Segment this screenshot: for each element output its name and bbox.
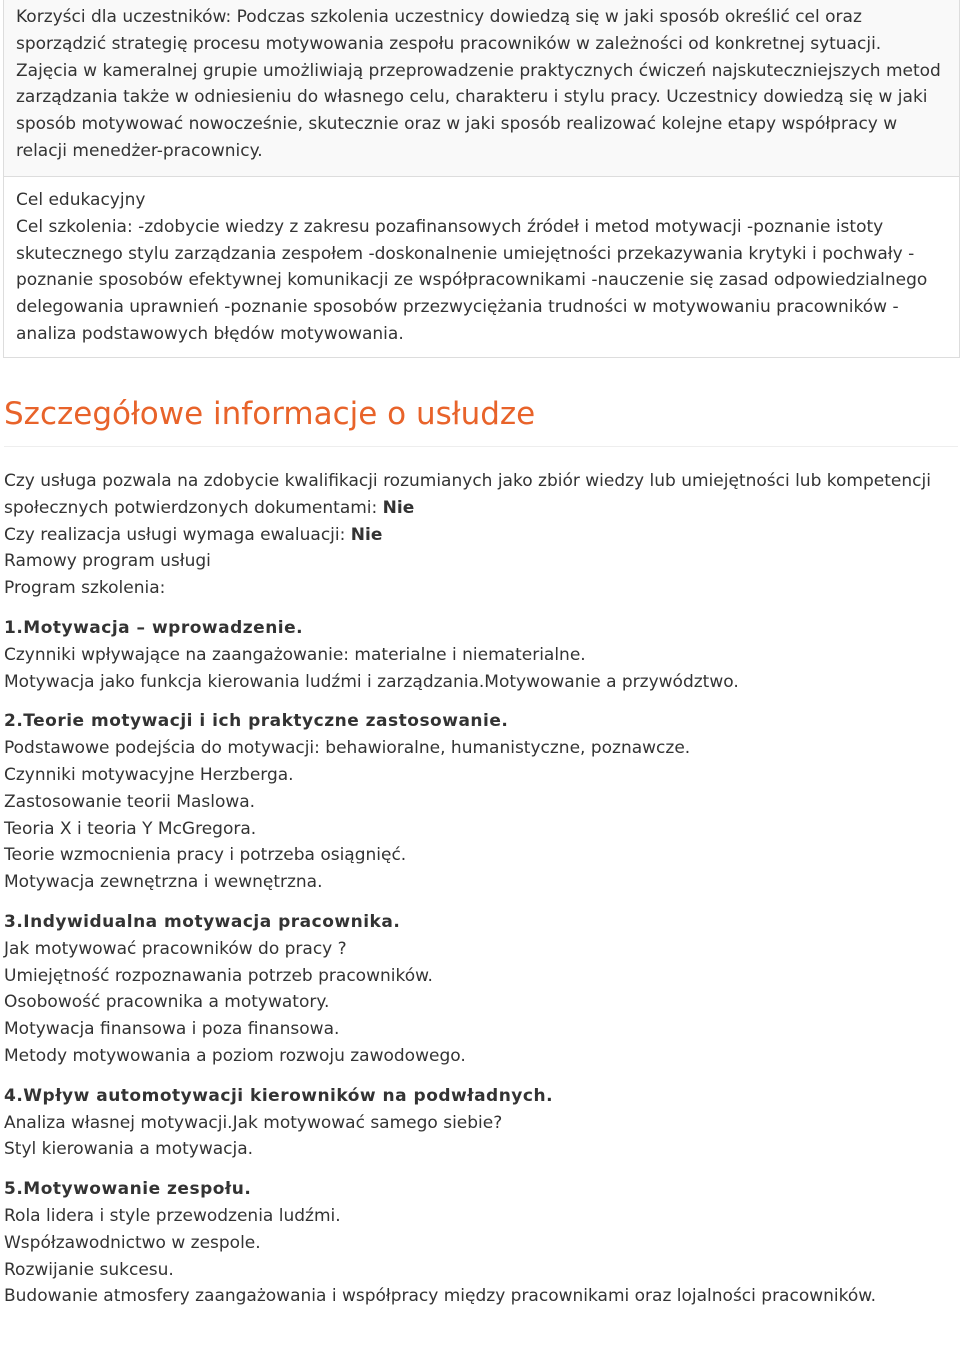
education-goal-heading: Cel edukacyjny — [16, 190, 146, 210]
module-line: Osobowość pracownika a motywatory. — [4, 992, 330, 1013]
module-line: Rola lidera i style przewodzenia ludźmi. — [4, 1205, 341, 1226]
module-line: Motywacja jako funkcja kierowania ludźmi i zarządzania.Motywowanie a przywództwo. — [4, 671, 739, 692]
program-module — [4, 909, 954, 1070]
question-qualifications — [4, 468, 954, 522]
module-line: Jak motywować pracowników do pracy ? — [4, 938, 347, 959]
education-goal-text: Cel szkolenia: -zdobycie wiedzy z zakresu pozafinansowych źródeł i metod motywacji -poznanie istoty skutecznego stylu zarządzania zespołem -doskonalnenie umiejętności przekazywania krytyki i pochwały -poznanie sposobów efektywnej komunikacji ze współpracownikami -nauczenie się zasad odpowiedzialnego delegowania uprawnień -poznanie sposobów przezwyciężania trudności w motywowaniu pracowników -analiza podstawowych błędów motywowania. — [16, 216, 928, 344]
question-answer: Nie — [350, 524, 383, 545]
module-line: Budowanie atmosfery zaangażowania i współpracy między pracownikami oraz lojalności pracowników. — [4, 1286, 877, 1307]
section-title: Szczegółowe informacje o usłudze — [4, 396, 536, 432]
module-line: Teoria X i teoria Y McGregora. — [4, 818, 257, 839]
benefits-cell — [4, 0, 959, 177]
module-line: Motywacja zewnętrzna i wewnętrzna. — [4, 872, 323, 893]
training-program-label: Program szkolenia: — [4, 578, 166, 599]
module-line: Teorie wzmocnienia pracy i potrzeba osiągnięć. — [4, 845, 407, 866]
service-info-table — [3, 0, 960, 358]
module-title: 2.Teorie motywacji i ich praktyczne zastosowanie. — [4, 711, 509, 732]
program-modules — [4, 615, 954, 1310]
question-answer: Nie — [382, 497, 415, 518]
program-module — [4, 708, 954, 896]
question-label: Czy realizacja usługi wymaga ewaluacji: — [4, 524, 351, 545]
framework-program-label: Ramowy program usługi — [4, 551, 211, 572]
module-line: Podstawowe podejścia do motywacji: behawioralne, humanistyczne, poznawcze. — [4, 738, 691, 759]
program-module — [4, 615, 954, 695]
module-line: Czynniki motywacyjne Herzberga. — [4, 764, 294, 785]
benefits-text: Korzyści dla uczestników: Podczas szkolenia uczestnicy dowiedzą się w jaki sposób określić cel oraz sporządzić strategię procesu motywowania zespołu pracowników w zależności od konkretnej sytuacji. Zajęcia w kameralnej grupie umożliwiają przeprowadzenie praktycznych ćwiczeń najskuteczniejszych metod zarządzania także w odniesieniu do własnego celu, charakteru i stylu pracy. Uczestnicy dowiedzą się w jaki sposób motywować nowocześnie, skutecznie oraz w jaki sposób realizować kolejne etapy współpracy w relacji menedżer-pracownicy. — [16, 7, 941, 161]
question-label: Czy usługa pozwala na zdobycie kwalifikacji rozumianych jako zbiór wiedzy lub umiejętności lub kompetencji społecznych potwierdzonych dokumentami: — [4, 471, 931, 518]
module-line: Metody motywowania a poziom rozwoju zawodowego. — [4, 1045, 466, 1066]
module-line: Rozwijanie sukcesu. — [4, 1259, 174, 1280]
question-evaluation — [4, 522, 954, 549]
module-line: Współzawodnictwo w zespole. — [4, 1232, 261, 1253]
module-line: Czynniki wpływające na zaangażowanie: materialne i niematerialne. — [4, 644, 586, 665]
module-line: Zastosowanie teorii Maslowa. — [4, 791, 256, 812]
service-details — [4, 468, 954, 1310]
module-line: Motywacja finansowa i poza finansowa. — [4, 1019, 340, 1040]
module-line: Styl kierowania a motywacja. — [4, 1139, 254, 1160]
module-line: Analiza własnej motywacji.Jak motywować samego siebie? — [4, 1112, 503, 1133]
education-goal-cell — [4, 177, 959, 357]
module-title: 3.Indywidualna motywacja pracownika. — [4, 911, 401, 932]
program-module — [4, 1083, 954, 1163]
program-module — [4, 1176, 954, 1310]
module-title: 5.Motywowanie zespołu. — [4, 1179, 252, 1200]
module-title: 4.Wpływ automotywacji kierowników na podwładnych. — [4, 1085, 554, 1106]
module-title: 1.Motywacja – wprowadzenie. — [4, 617, 304, 638]
module-line: Umiejętność rozpoznawania potrzeb pracowników. — [4, 965, 433, 986]
section-divider — [4, 446, 958, 447]
